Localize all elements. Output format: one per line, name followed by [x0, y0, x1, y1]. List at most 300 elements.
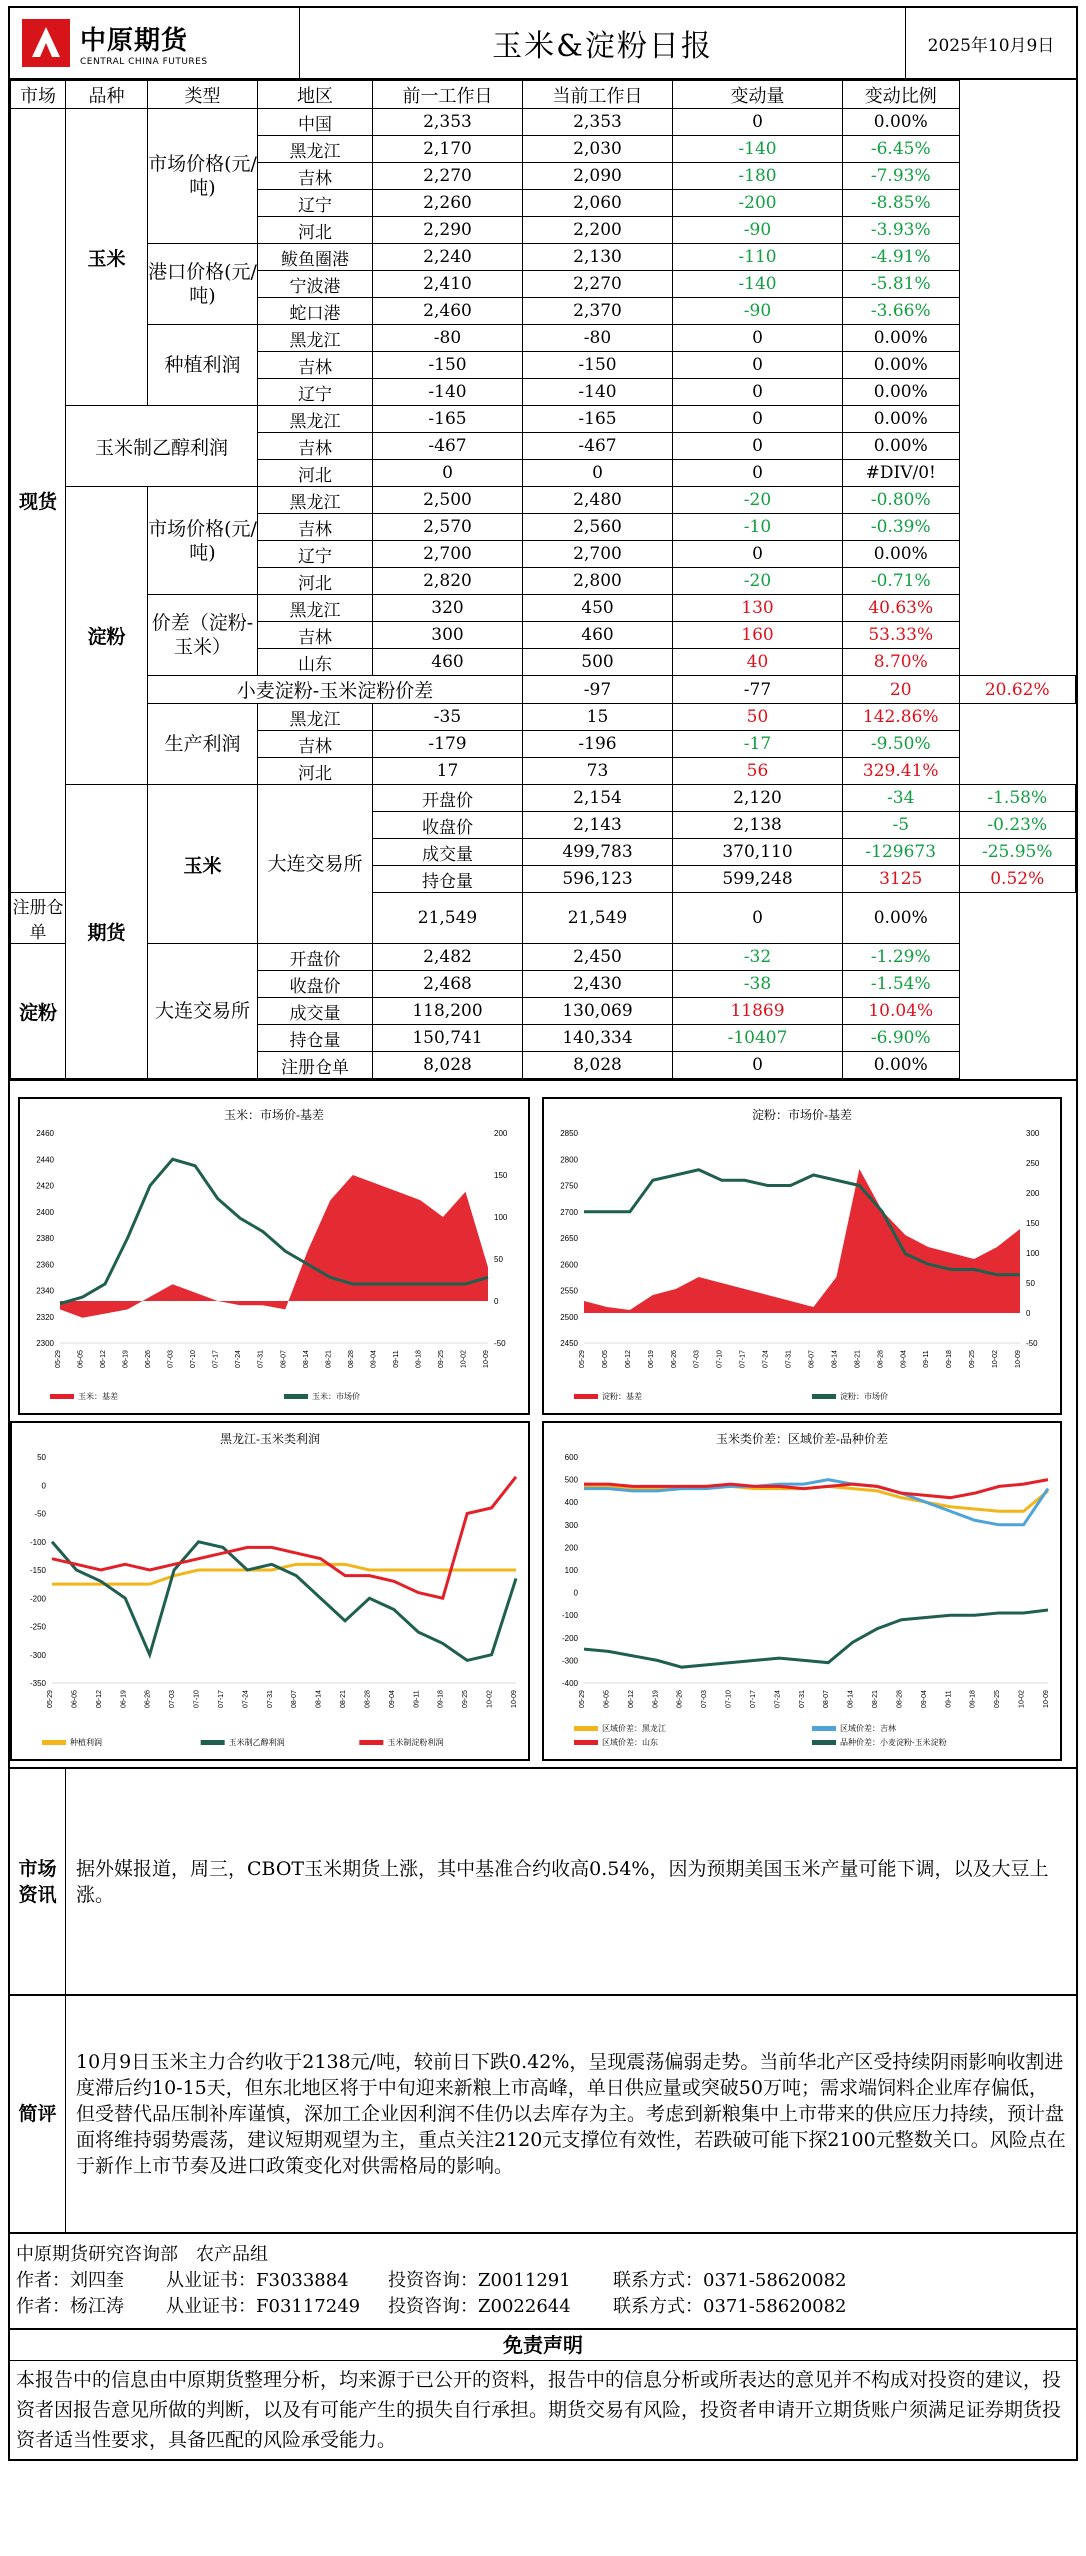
- cur-cell: 2,560: [523, 514, 673, 541]
- column-header: 品种: [66, 81, 148, 109]
- pct-cell: -1.54%: [843, 971, 960, 998]
- prev-cell: 2,154: [523, 785, 673, 812]
- chg-cell: 0: [673, 433, 843, 460]
- y-tick-label: -50: [34, 1510, 46, 1519]
- x-tick-label: 07-03: [694, 1350, 701, 1368]
- cur-cell: 2,120: [673, 785, 843, 812]
- x-tick-label: 05-29: [579, 1690, 586, 1708]
- y-tick-label: 0: [42, 1481, 47, 1490]
- region-cell: 开盘价: [373, 785, 523, 812]
- chg-cell: 0: [673, 1052, 843, 1079]
- company-logo: [10, 8, 300, 78]
- legend-label: 玉米制淀粉利润: [387, 1737, 443, 1747]
- x-tick-label: 08-28: [348, 1350, 355, 1368]
- x-tick-label: 06-05: [71, 1690, 78, 1708]
- cur-cell: -77: [673, 676, 843, 704]
- region-cell: 中国: [258, 109, 373, 136]
- y-tick-label: 2450: [560, 1339, 578, 1348]
- pct-cell: -4.91%: [843, 244, 960, 271]
- cur-cell: 8,028: [523, 1052, 673, 1079]
- column-header: 地区: [258, 81, 373, 109]
- author-info: [10, 2234, 1076, 2328]
- x-tick-label: 08-14: [831, 1350, 838, 1368]
- cur-cell: -150: [523, 352, 673, 379]
- y-tick-label: 2460: [36, 1129, 54, 1138]
- y-tick-label-right: 0: [494, 1297, 499, 1306]
- cur-cell: 460: [523, 622, 673, 649]
- x-tick-label: 07-31: [786, 1350, 793, 1368]
- disclaimer-title: 免责声明: [10, 2328, 1076, 2361]
- type-cell: 价差（淀粉-玉米）: [148, 595, 258, 676]
- chg-cell: 20: [843, 676, 960, 704]
- heilongjiang-profit-chart: [10, 1421, 530, 1761]
- prev-cell: 17: [373, 758, 523, 785]
- author-1: 作者：刘四奎: [16, 2268, 166, 2294]
- corn-basis-chart: [18, 1097, 530, 1415]
- prev-cell: 8,028: [373, 1052, 523, 1079]
- chg-cell: -10407: [673, 1025, 843, 1052]
- x-tick-label: 09-25: [969, 1350, 976, 1368]
- pct-cell: 0.00%: [843, 325, 960, 352]
- region-cell: 成交量: [258, 998, 373, 1025]
- region-cell: 山东: [258, 649, 373, 676]
- region-cell: 辽宁: [258, 379, 373, 406]
- pct-cell: 0.00%: [843, 893, 960, 944]
- cur-cell: 21,549: [523, 893, 673, 944]
- prev-cell: 2,820: [373, 568, 523, 595]
- contact-2: 联系方式：0371-58620082: [613, 2294, 847, 2320]
- legend-label: 区域价差：山东: [602, 1737, 658, 1747]
- cur-cell: 450: [523, 595, 673, 622]
- legend-label: 区域价差：吉林: [840, 1723, 896, 1733]
- x-tick-label: 07-10: [717, 1350, 724, 1368]
- cur-cell: 500: [523, 649, 673, 676]
- cur-cell: 2,450: [523, 944, 673, 971]
- pct-cell: -6.90%: [843, 1025, 960, 1052]
- prev-cell: -140: [373, 379, 523, 406]
- y-tick-label: 2300: [36, 1339, 54, 1348]
- x-tick-label: 07-24: [242, 1690, 249, 1708]
- x-tick-label: 08-07: [291, 1690, 298, 1708]
- x-tick-label: 09-18: [415, 1350, 422, 1368]
- cur-cell: -140: [523, 379, 673, 406]
- pct-cell: 53.33%: [843, 622, 960, 649]
- region-cell: 吉林: [258, 731, 373, 758]
- x-tick-label: 05-29: [579, 1350, 586, 1368]
- x-tick-label: 09-04: [370, 1350, 377, 1368]
- prev-cell: -97: [523, 676, 673, 704]
- pct-cell: -5.81%: [843, 271, 960, 298]
- prev-cell: 2,482: [373, 944, 523, 971]
- market-news-text: 据外媒报道，周三，CBOT玉米期货上涨，其中基准合约收高0.54%，因为预期美国玉米产量可能下调，以及大豆上涨。: [66, 1769, 1076, 1994]
- x-tick-label: 07-10: [726, 1690, 733, 1708]
- x-tick-label: 10-02: [487, 1690, 494, 1708]
- cur-cell: 599,248: [673, 866, 843, 893]
- chg-cell: -200: [673, 190, 843, 217]
- prev-cell: 2,570: [373, 514, 523, 541]
- cur-cell: 2,370: [523, 298, 673, 325]
- x-tick-label: 07-17: [750, 1690, 757, 1708]
- y-tick-label: -300: [562, 1656, 579, 1665]
- x-tick-label: 07-24: [774, 1690, 781, 1708]
- x-tick-label: 06-26: [677, 1690, 684, 1708]
- comment-text: 10月9日玉米主力合约收于2138元/吨，较前日下跌0.42%，呈现震荡偏弱走势。当前华北产区受持续阴雨影响收割进度滞后约10-15天，但东北地区将于中旬迎来新粮上市高峰，单日供应量或突破50万吨；需求端饲料企业库存偏低，但受替代品压制补库谨慎，深加工企业因利润不佳仍以去库存为主。考虑到新粮集中上市带来的供应压力持续，预计盘面将维持弱势震荡，建议短期观望为主，重点关注2120元支撑位有效性，若跌破可能下探2100元整数关口。风险点在于新作上市节奏及进口政策变化对供需格局的影响。: [66, 1996, 1076, 2232]
- variety-cell: 淀粉: [66, 487, 148, 785]
- y-tick-label: 2750: [560, 1182, 578, 1191]
- prev-cell: 499,783: [523, 839, 673, 866]
- y-tick-label-right: 150: [1026, 1219, 1040, 1228]
- chg-cell: 0: [673, 893, 843, 944]
- x-tick-label: 10-02: [1019, 1690, 1026, 1708]
- prev-cell: -467: [373, 433, 523, 460]
- region-cell: 吉林: [258, 622, 373, 649]
- prev-cell: 118,200: [373, 998, 523, 1025]
- pct-cell: 329.41%: [843, 758, 960, 785]
- prev-cell: 2,410: [373, 271, 523, 298]
- chg-cell: -140: [673, 271, 843, 298]
- invest-2: 投资咨询：Z0022644: [388, 2294, 613, 2320]
- region-cell: 收盘价: [373, 812, 523, 839]
- chg-cell: 0: [673, 460, 843, 487]
- cur-cell: 2,130: [523, 244, 673, 271]
- pct-cell: -3.66%: [843, 298, 960, 325]
- invest-1: 投资咨询：Z0011291: [388, 2268, 613, 2294]
- cur-cell: 2,430: [523, 971, 673, 998]
- x-tick-label: 06-26: [145, 1690, 152, 1708]
- x-tick-label: 09-18: [438, 1690, 445, 1708]
- column-header: 变动比例: [843, 81, 960, 109]
- table-row: [11, 244, 1076, 271]
- region-cell: 辽宁: [258, 190, 373, 217]
- chg-cell: -5: [843, 812, 960, 839]
- region-cell: 黑龙江: [258, 136, 373, 163]
- company-name-en: CENTRAL CHINA FUTURES: [80, 57, 208, 67]
- y-tick-label: 2550: [560, 1287, 578, 1296]
- logo-mark-icon: [20, 17, 72, 69]
- chg-cell: -10: [673, 514, 843, 541]
- prev-cell: -150: [373, 352, 523, 379]
- y-tick-label-right: 100: [494, 1213, 508, 1222]
- prev-cell: -165: [373, 406, 523, 433]
- y-tick-label: -200: [30, 1594, 47, 1603]
- pct-cell: 0.00%: [843, 1052, 960, 1079]
- y-tick-label-right: 100: [1026, 1249, 1040, 1258]
- table-row: [11, 595, 1076, 622]
- region-cell: 吉林: [258, 352, 373, 379]
- disclaimer-text: 本报告中的信息由中原期货整理分析，均来源于已公开的资料，报告中的信息分析或所表达的意见并不构成对投资的建议，投资者因报告意见所做的判断，以及有可能产生的损失自行承担。期货交易有风险，投资者申请开立期货账户须满足证券期货投资者适当性要求，具备匹配的风险承受能力。: [10, 2361, 1076, 2459]
- x-tick-label: 08-28: [896, 1690, 903, 1708]
- y-tick-label: -250: [30, 1623, 47, 1632]
- x-tick-label: 07-03: [168, 1350, 175, 1368]
- chg-cell: 0: [673, 541, 843, 568]
- chg-cell: -17: [673, 731, 843, 758]
- y-tick-label: 300: [565, 1521, 579, 1530]
- x-tick-label: 07-24: [763, 1350, 770, 1368]
- y-tick-label: -150: [30, 1566, 47, 1575]
- pct-cell: -1.29%: [843, 944, 960, 971]
- table-row: [11, 676, 1076, 704]
- region-cell: 河北: [258, 758, 373, 785]
- legend-label: 淀粉：基差: [602, 1391, 642, 1401]
- x-tick-label: 09-11: [413, 1690, 420, 1707]
- series-line: [52, 1542, 516, 1661]
- x-tick-label: 07-17: [740, 1350, 747, 1368]
- x-tick-label: 07-17: [218, 1690, 225, 1708]
- prev-cell: 2,170: [373, 136, 523, 163]
- pct-cell: #DIV/0!: [843, 460, 960, 487]
- legend-label: 玉米：市场价: [312, 1391, 360, 1401]
- x-tick-label: 09-18: [946, 1350, 953, 1368]
- y-tick-label: 2850: [560, 1129, 578, 1138]
- author-2: 作者：杨江涛: [16, 2294, 166, 2320]
- chg-cell: 130: [673, 595, 843, 622]
- y-tick-label-right: 200: [1026, 1189, 1040, 1198]
- x-tick-label: 10-02: [992, 1350, 999, 1368]
- region-cell: 黑龙江: [258, 325, 373, 352]
- prev-cell: 320: [373, 595, 523, 622]
- cur-cell: 2,090: [523, 163, 673, 190]
- x-tick-label: 08-14: [848, 1690, 855, 1708]
- x-tick-label: 07-17: [213, 1350, 220, 1368]
- chg-cell: 40: [673, 649, 843, 676]
- y-tick-label-right: -50: [1026, 1339, 1038, 1348]
- chg-cell: -32: [673, 944, 843, 971]
- type-cell: 市场价格(元/吨): [148, 487, 258, 595]
- y-tick-label: 2500: [560, 1313, 578, 1322]
- y-tick-label: 2420: [36, 1182, 54, 1191]
- x-tick-label: 10-09: [1043, 1690, 1050, 1708]
- pct-cell: 0.00%: [843, 406, 960, 433]
- comment-label: 简评: [10, 1996, 66, 2232]
- y-tick-label-right: 50: [1026, 1279, 1035, 1288]
- table-row: [11, 704, 1076, 731]
- type-cell: 小麦淀粉-玉米淀粉价差: [148, 676, 523, 704]
- market-cell: 期货: [66, 785, 148, 1079]
- table-row: [11, 785, 1076, 812]
- comment-section: [10, 1996, 1076, 2234]
- pct-cell: 8.70%: [843, 649, 960, 676]
- chg-cell: -129673: [843, 839, 960, 866]
- legend-label: 区域价差：黑龙江: [602, 1723, 666, 1733]
- pct-cell: 10.04%: [843, 998, 960, 1025]
- column-header: 类型: [148, 81, 258, 109]
- prev-cell: -80: [373, 325, 523, 352]
- chg-cell: -140: [673, 136, 843, 163]
- legend-swatch: [201, 1740, 225, 1745]
- prev-cell: 460: [373, 649, 523, 676]
- chart-title: 黑龙江-玉米类利润: [220, 1431, 320, 1446]
- table-row: [11, 944, 1076, 971]
- prev-cell: 150,741: [373, 1025, 523, 1052]
- region-cell: 持仓量: [258, 1025, 373, 1052]
- column-header: 当前工作日: [523, 81, 673, 109]
- legend-swatch: [359, 1740, 383, 1745]
- prev-cell: 2,500: [373, 487, 523, 514]
- y-tick-label-right: 150: [494, 1171, 508, 1180]
- legend-swatch: [812, 1726, 836, 1731]
- cur-cell: 2,200: [523, 217, 673, 244]
- cur-cell: 0: [523, 460, 673, 487]
- column-header: 变动量: [673, 81, 843, 109]
- y-tick-label: -100: [30, 1538, 47, 1547]
- region-cell: 吉林: [258, 433, 373, 460]
- y-tick-label: 2700: [560, 1208, 578, 1217]
- cur-cell: 2,270: [523, 271, 673, 298]
- starch-basis-chart: [542, 1097, 1062, 1415]
- x-tick-label: 06-05: [603, 1690, 610, 1708]
- pct-cell: -25.95%: [959, 839, 1076, 866]
- y-tick-label: 2600: [560, 1260, 578, 1269]
- chg-cell: 0: [673, 325, 843, 352]
- pct-cell: -9.50%: [843, 731, 960, 758]
- pct-cell: -6.45%: [843, 136, 960, 163]
- price-table: [10, 80, 1076, 1079]
- chg-cell: -20: [673, 568, 843, 595]
- pct-cell: 0.00%: [843, 379, 960, 406]
- y-tick-label: -350: [30, 1679, 47, 1688]
- chg-cell: 0: [673, 109, 843, 136]
- pct-cell: 0.52%: [959, 866, 1076, 893]
- y-tick-label: 200: [565, 1543, 579, 1552]
- x-tick-label: 06-19: [123, 1350, 130, 1368]
- type-cell: 大连交易所: [258, 785, 373, 944]
- x-tick-label: 08-07: [823, 1690, 830, 1708]
- y-tick-label: 2800: [560, 1155, 578, 1164]
- region-cell: 蛇口港: [258, 298, 373, 325]
- region-cell: 黑龙江: [258, 487, 373, 514]
- prev-cell: 596,123: [523, 866, 673, 893]
- chg-cell: -20: [673, 487, 843, 514]
- x-tick-label: 09-25: [438, 1350, 445, 1368]
- table-row: [11, 325, 1076, 352]
- type-cell: 港口价格(元/吨): [148, 244, 258, 325]
- table-header-row: [11, 81, 1076, 109]
- cur-cell: 73: [523, 758, 673, 785]
- type-cell: 种植利润: [148, 325, 258, 406]
- x-tick-label: 06-19: [652, 1690, 659, 1708]
- type-cell: 生产利润: [148, 704, 258, 785]
- x-tick-label: 06-26: [671, 1350, 678, 1368]
- x-tick-label: 08-14: [316, 1690, 323, 1708]
- legend-label: 种植利润: [70, 1737, 102, 1747]
- legend-label: 品种价差：小麦淀粉-玉米淀粉: [840, 1737, 947, 1747]
- pct-cell: 20.62%: [959, 676, 1076, 704]
- chg-cell: -180: [673, 163, 843, 190]
- chart-title: 玉米类价差：区域价差-品种价差: [716, 1431, 888, 1446]
- x-tick-label: 08-07: [808, 1350, 815, 1368]
- x-tick-label: 08-21: [325, 1350, 332, 1368]
- chg-cell: 0: [673, 379, 843, 406]
- x-tick-label: 07-31: [799, 1690, 806, 1708]
- prev-cell: 2,468: [373, 971, 523, 998]
- prev-cell: 300: [373, 622, 523, 649]
- pct-cell: 0.00%: [843, 541, 960, 568]
- x-tick-label: 09-04: [900, 1350, 907, 1368]
- x-tick-label: 08-28: [877, 1350, 884, 1368]
- y-tick-label-right: 0: [1026, 1309, 1031, 1318]
- legend-swatch: [812, 1740, 836, 1745]
- x-tick-label: 09-18: [970, 1690, 977, 1708]
- chg-cell: 0: [673, 406, 843, 433]
- y-tick-label: 2380: [36, 1234, 54, 1243]
- x-tick-label: 10-09: [483, 1350, 490, 1368]
- region-cell: 收盘价: [258, 971, 373, 998]
- x-tick-label: 05-29: [47, 1690, 54, 1708]
- chg-cell: 50: [673, 704, 843, 731]
- region-cell: 吉林: [258, 514, 373, 541]
- y-tick-label: 600: [565, 1453, 579, 1462]
- x-tick-label: 06-12: [100, 1350, 107, 1368]
- market-cell: 现货: [11, 109, 66, 893]
- chart-title: 玉米：市场价-基差: [224, 1107, 324, 1122]
- cur-cell: 2,060: [523, 190, 673, 217]
- cur-cell: -196: [523, 731, 673, 758]
- table-row: [11, 487, 1076, 514]
- pct-cell: -0.71%: [843, 568, 960, 595]
- x-tick-label: 07-31: [258, 1350, 265, 1368]
- prev-cell: 2,460: [373, 298, 523, 325]
- legend-label: 玉米：基差: [78, 1391, 118, 1401]
- chg-cell: -110: [673, 244, 843, 271]
- legend-label: 淀粉：市场价: [840, 1391, 888, 1401]
- y-tick-label: -200: [562, 1634, 579, 1643]
- prev-cell: -179: [373, 731, 523, 758]
- type-cell: 市场价格(元/吨): [148, 109, 258, 244]
- pct-cell: 0.00%: [843, 352, 960, 379]
- pct-cell: -7.93%: [843, 163, 960, 190]
- cert-2: 从业证书：F03117249: [166, 2294, 388, 2320]
- x-tick-label: 08-21: [854, 1350, 861, 1368]
- pct-cell: 0.00%: [843, 109, 960, 136]
- region-cell: 注册仓单: [11, 893, 66, 944]
- region-cell: 黑龙江: [258, 406, 373, 433]
- type-cell: 大连交易所: [148, 944, 258, 1079]
- cur-cell: 15: [523, 704, 673, 731]
- x-tick-label: 08-14: [303, 1350, 310, 1368]
- legend-swatch: [42, 1740, 66, 1745]
- legend-label: 玉米制乙醇利润: [229, 1737, 285, 1747]
- x-tick-label: 06-26: [145, 1350, 152, 1368]
- cur-cell: -165: [523, 406, 673, 433]
- pct-cell: 40.63%: [843, 595, 960, 622]
- x-tick-label: 09-25: [462, 1690, 469, 1708]
- region-cell: 开盘价: [258, 944, 373, 971]
- report-page: [8, 6, 1078, 2461]
- x-tick-label: 07-24: [235, 1350, 242, 1368]
- x-tick-label: 09-04: [921, 1690, 928, 1708]
- region-cell: 注册仓单: [258, 1052, 373, 1079]
- company-name-cn: 中原期货: [80, 20, 208, 57]
- pct-cell: 0.00%: [843, 433, 960, 460]
- x-tick-label: 09-04: [389, 1690, 396, 1708]
- cur-cell: 370,110: [673, 839, 843, 866]
- chg-cell: -90: [673, 298, 843, 325]
- y-tick-label: 50: [37, 1453, 46, 1462]
- pct-cell: -1.58%: [959, 785, 1076, 812]
- chg-cell: 160: [673, 622, 843, 649]
- y-tick-label-right: -50: [494, 1339, 506, 1348]
- cur-cell: 2,800: [523, 568, 673, 595]
- department: 中原期货研究咨询部 农产品组: [16, 2242, 1070, 2268]
- y-tick-label: 500: [565, 1476, 579, 1485]
- y-tick-label: 2400: [36, 1208, 54, 1217]
- x-tick-label: 06-19: [648, 1350, 655, 1368]
- y-tick-label: 2440: [36, 1155, 54, 1164]
- x-tick-label: 08-21: [872, 1690, 879, 1708]
- market-news-section: [10, 1769, 1076, 1996]
- y-tick-label: 400: [565, 1498, 579, 1507]
- charts-section: [10, 1079, 1076, 1769]
